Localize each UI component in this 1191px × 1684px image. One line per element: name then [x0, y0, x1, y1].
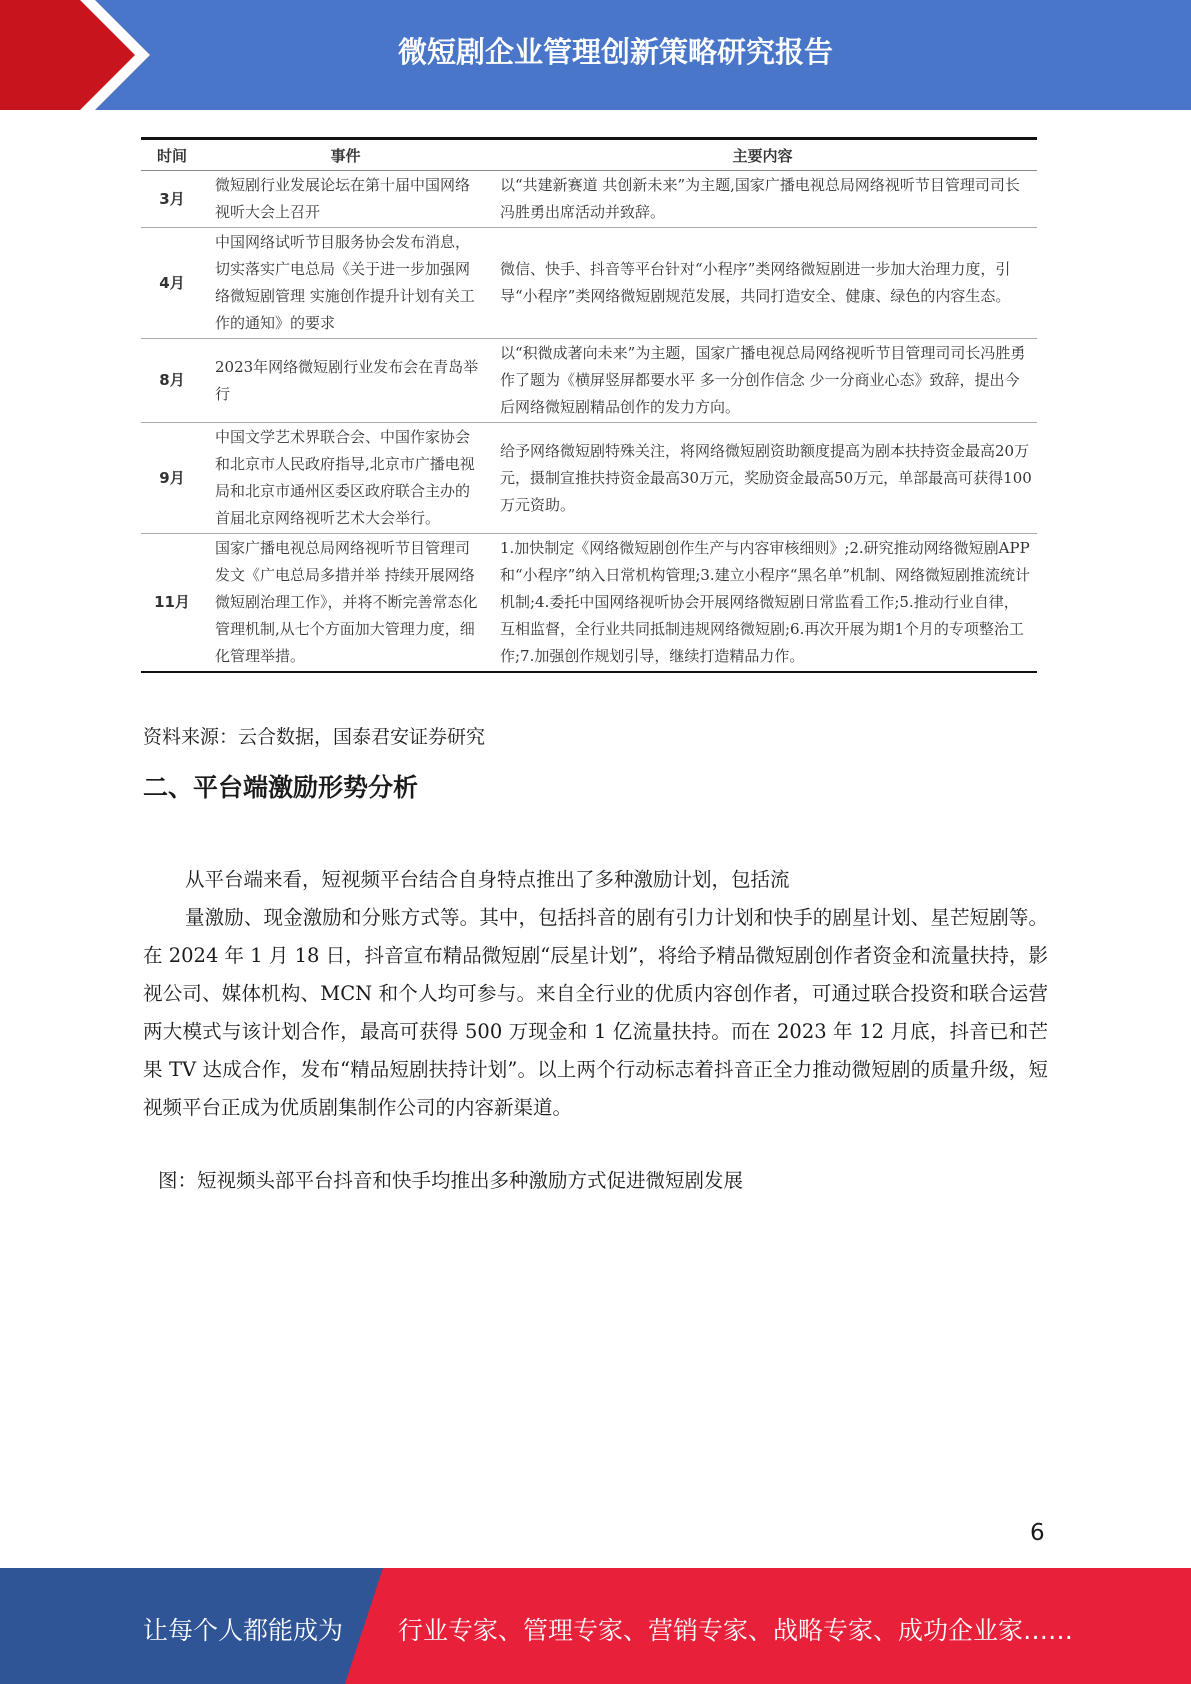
body-paragraph: 量激励、现金激励和分账方式等。其中，包括抖音的剧有引力计划和快手的剧星计划、星芒短剧等。在 2024 年 1 月 18 日，抖音宣布精品微短剧“辰星计划”，将给予精品微短剧创作者资金和流量扶持，影视公司、媒体机构、MCN 和个人均可参与。来自全行业的优质内容创作者，可通过联合投资和联合运营两大模式与该计划合作，最高可获得 500 万现金和 1 亿流量扶持。而在 2023 年 12 月底，抖音已和芒果 TV 达成合作，发布“精品短剧扶持计划”。以上两个行动标志着抖音正全力推动微短剧的质量升级，短视频平台正成为优质剧集制作公司的内容新渠道。 [143, 906, 1048, 1119]
table-row [141, 534, 1037, 673]
body-paragraph-first-line: 从平台端来看，短视频平台结合自身特点推出了多种激励计划，包括流 [185, 868, 790, 891]
row-content: 以“积微成著向未来”为主题，国家广播电视总局网络视听节目管理司司长冯胜勇作了题为《横屏竖屏都要水平 多一分创作信念 少一分商业心态》致辞，提出今后网络微短剧精品创作的发力方向。 [488, 339, 1037, 423]
table-header-row [141, 139, 1037, 171]
footer-slogan-right: 行业专家、管理专家、营销专家、战略专家、成功企业家…… [398, 1616, 1074, 1645]
row-content: 给予网络微短剧特殊关注，将网络微短剧资助额度提高为剧本扶持资金最高20万元，摄制宣推扶持资金最高30万元，奖励资金最高50万元，单部最高可获得100万元资助。 [488, 423, 1037, 534]
row-month: 11月 [141, 534, 203, 673]
section-heading: 二、平台端激励形势分析 [143, 773, 419, 802]
row-content: 1.加快制定《网络微短剧创作生产与内容审核细则》;2.研究推动网络微短剧APP和“小程序”纳入日常机构管理;3.建立小程序“黑名单”机制、网络微短剧推流统计机制;4.委托中国网络视听协会开展网络微短剧日常监看工作;5.推动行业自律，互相监督，全行业共同抵制违规网络微短剧;6.再次开展为期1个月的专项整治工作;7.加强创作规划引导，继续打造精品力作。 [488, 534, 1037, 673]
header-time: 时间 [141, 139, 203, 171]
row-month: 8月 [141, 339, 203, 423]
row-month: 3月 [141, 171, 203, 228]
page-footer [0, 1568, 1191, 1684]
table-row [141, 228, 1037, 339]
row-event: 中国文学艺术界联合会、中国作家协会和北京市人民政府指导,北京市广播电视局和北京市通州区委区政府联合主办的首届北京网络视听艺术大会举行。 [203, 423, 488, 534]
table-row [141, 339, 1037, 423]
report-title: 微短剧企业管理创新策略研究报告 [397, 35, 833, 69]
row-content: 以“共建新赛道 共创新未来”为主题,国家广播电视总局网络视听节目管理司司长冯胜勇出席活动并致辞。 [488, 171, 1037, 228]
row-event: 中国网络试听节目服务协会发布消息，切实落实广电总局《关于进一步加强网络微短剧管理 实施创作提升计划有关工作的通知》的要求 [203, 228, 488, 339]
row-event: 2023年网络微短剧行业发布会在青岛举行 [203, 339, 488, 423]
row-month: 9月 [141, 423, 203, 534]
table-source-note: 资料来源：云合数据，国泰君安证券研究 [143, 726, 486, 748]
row-event: 国家广播电视总局网络视听节目管理司发文《广电总局多措并举 持续开展网络微短剧治理工作》，并将不断完善常态化管理机制,从七个方面加大管理力度，细化管理举措。 [203, 534, 488, 673]
header-content: 主要内容 [488, 139, 1037, 171]
header-event: 事件 [203, 139, 488, 171]
page-number: 6 [1030, 1520, 1045, 1546]
footer-slogan-left: 让每个人都能成为 [143, 1616, 344, 1645]
table-row [141, 171, 1037, 228]
row-content: 微信、快手、抖音等平台针对“小程序”类网络微短剧进一步加大治理力度，引导“小程序”类网络微短剧规范发展，共同打造安全、健康、绿色的内容生态。 [488, 228, 1037, 339]
figure-caption: 图：短视频头部平台抖音和快手均推出多种激励方式促进微短剧发展 [158, 1169, 744, 1192]
policy-events-table [141, 137, 1037, 673]
table-row [141, 423, 1037, 534]
row-event: 微短剧行业发展论坛在第十届中国网络视听大会上召开 [203, 171, 488, 228]
page-header [0, 0, 1191, 110]
row-month: 4月 [141, 228, 203, 339]
